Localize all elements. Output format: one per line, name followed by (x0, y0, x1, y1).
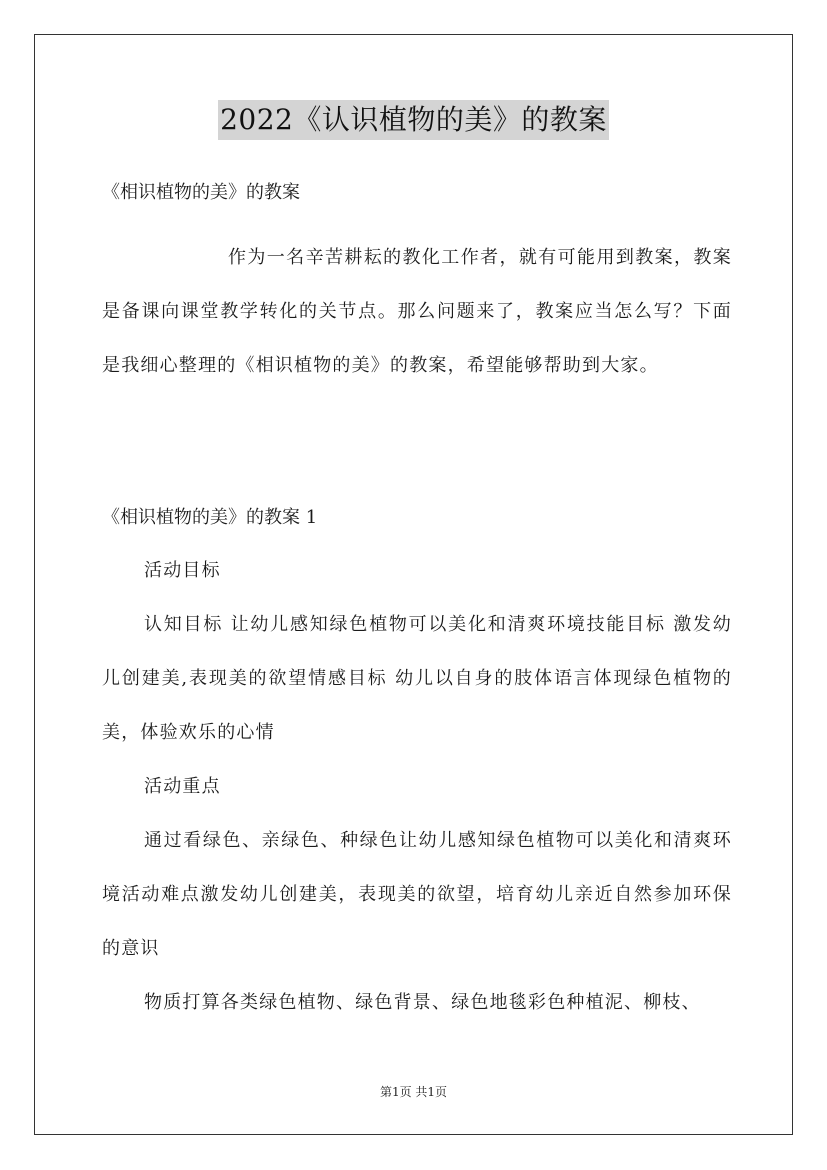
section-title: 《相识植物的美》的教案 1 (102, 507, 318, 528)
materials-paragraph: 物质打算各类绿色植物、绿色背景、绿色地毯彩色种植泥、柳枝、 (144, 992, 701, 1013)
title-wrap (0, 100, 827, 140)
heading-goals: 活动目标 (144, 560, 221, 581)
document-title: 2022《认识植物的美》的教案 (218, 100, 609, 140)
focus-paragraph: 通过看绿色、亲绿色、种绿色让幼儿感知绿色植物可以美化和清爽环境活动难点激发幼儿创建美，表现美的欲望，培育幼儿亲近自然参加环保的意识 (102, 830, 732, 959)
heading-focus: 活动重点 (144, 776, 221, 797)
document-subtitle: 《相识植物的美》的教案 (102, 182, 300, 203)
intro-paragraph: 作为一名辛苦耕耘的教化工作者，就有可能用到教案，教案是备课向课堂教学转化的关节点。那么问题来了，教案应当怎么写？下面是我细心整理的《相识植物的美》的教案，希望能够帮助到大家。 (102, 247, 732, 376)
page-footer: 第1页 共1页 (379, 1085, 448, 1099)
goals-paragraph: 认知目标 让幼儿感知绿色植物可以美化和清爽环境技能目标 激发幼儿创建美,表现美的欲望情感目标 幼儿以自身的肢体语言体现绿色植物的美，体验欢乐的心情 (102, 614, 732, 743)
